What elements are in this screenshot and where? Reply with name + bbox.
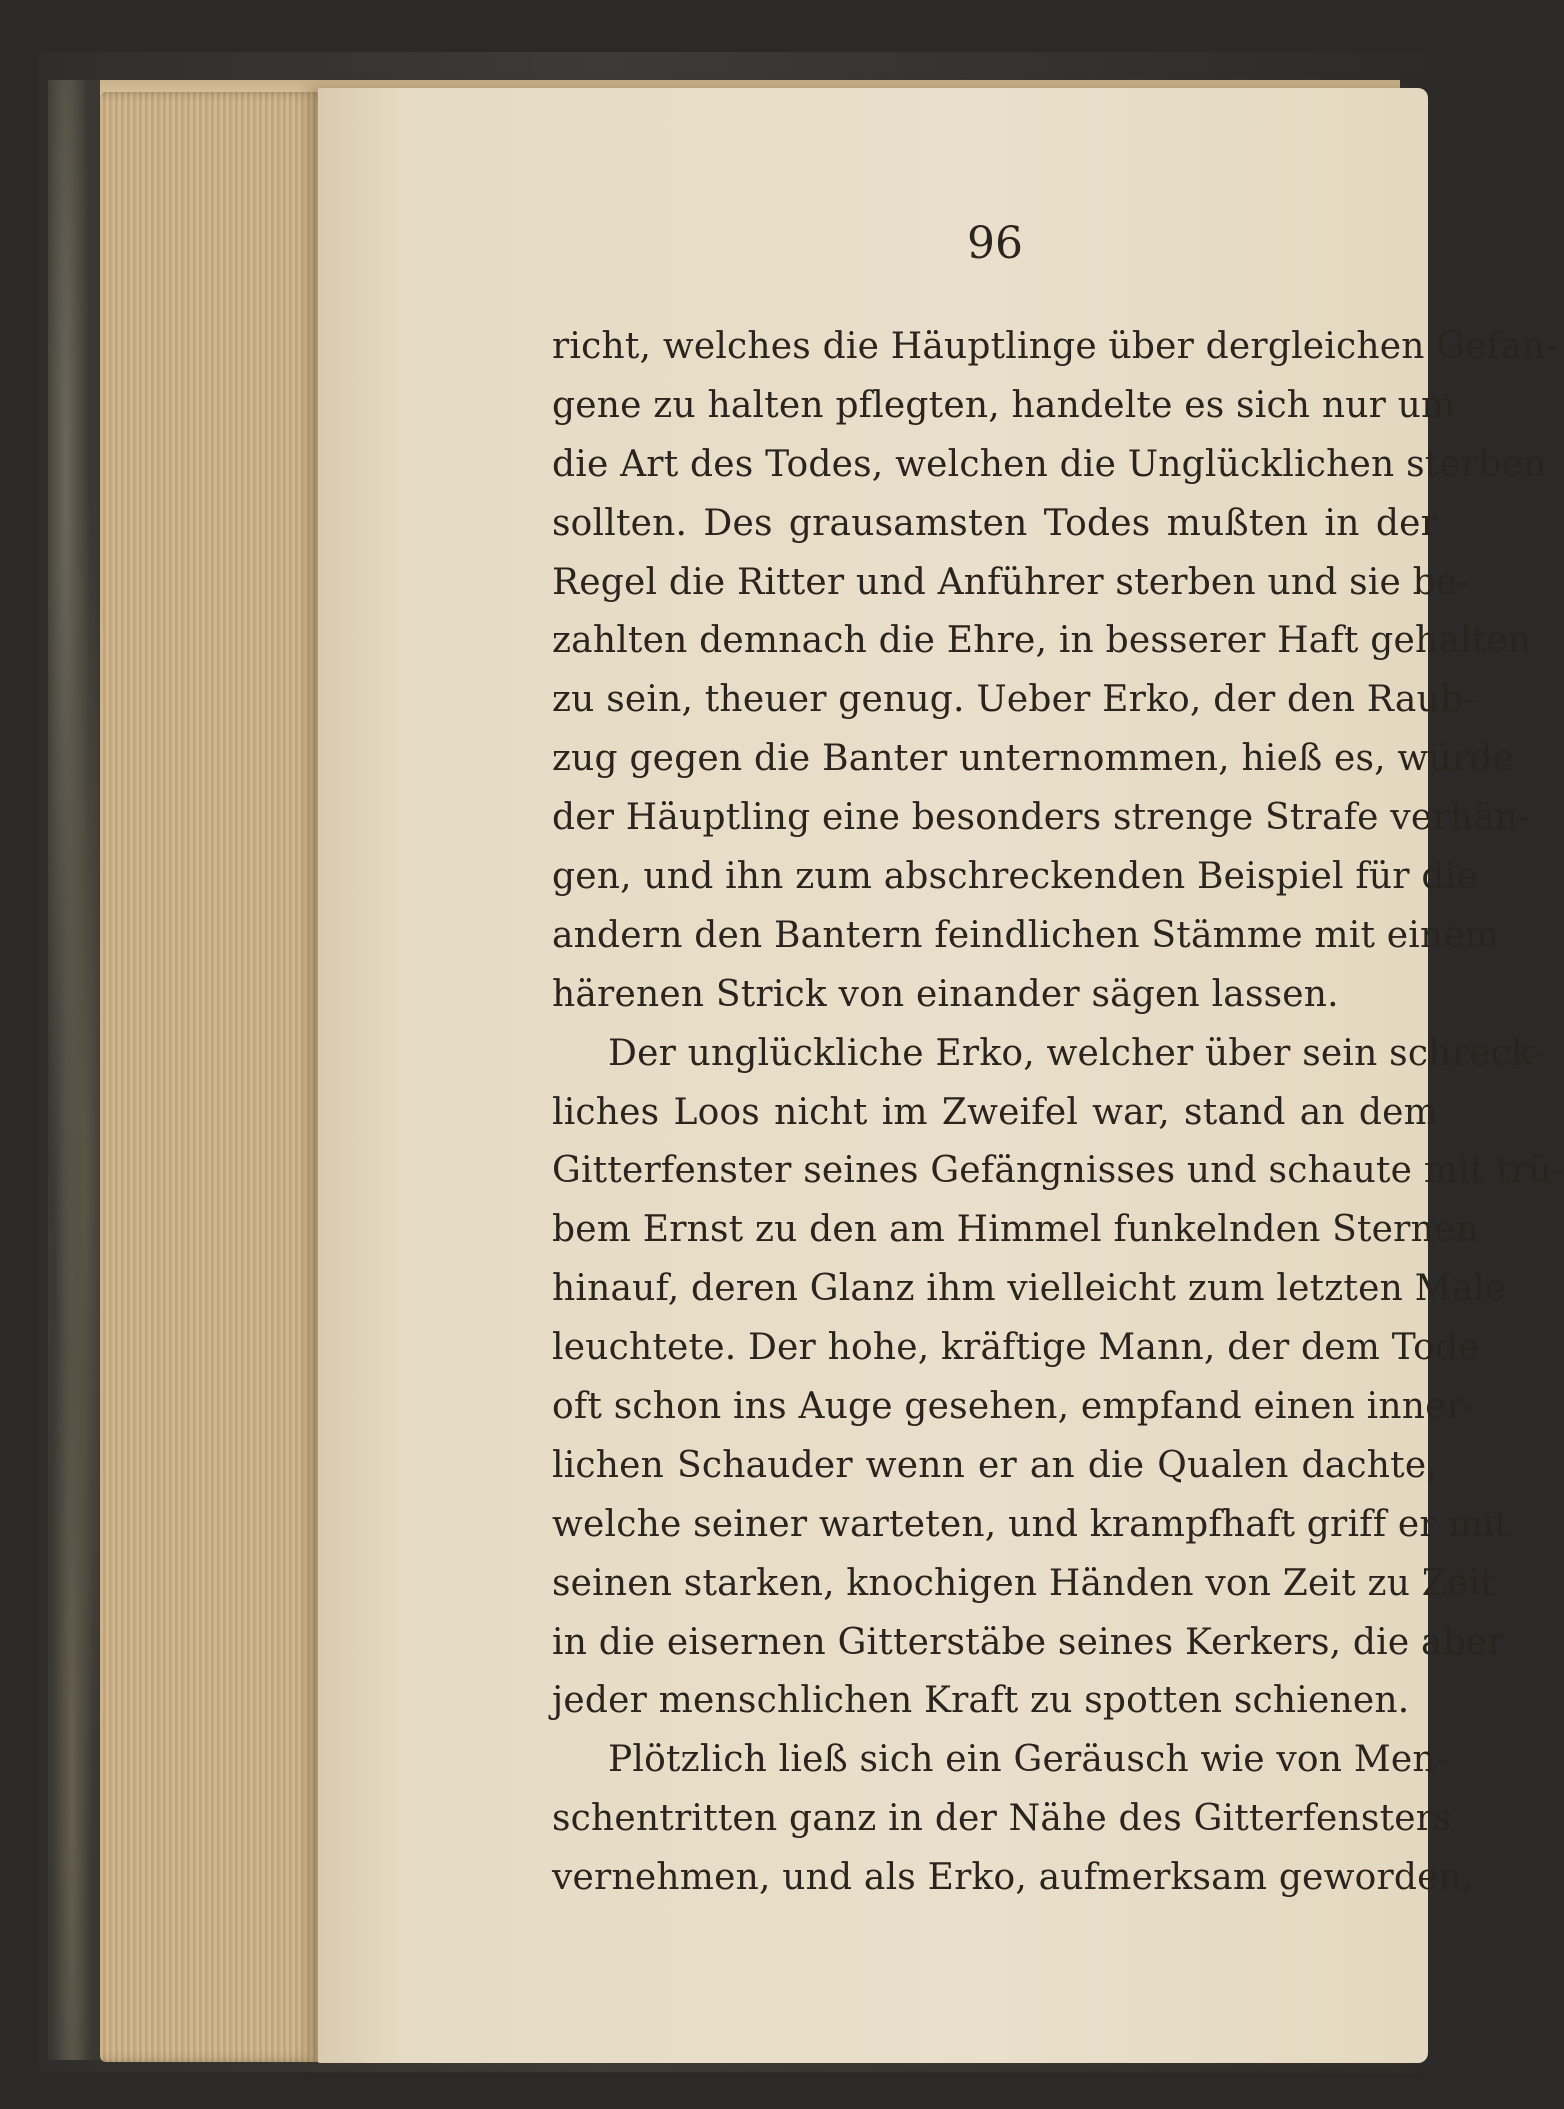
text-line: Plötzlich ließ sich ein Geräusch wie von Men- (608, 1739, 1449, 1781)
text-line: zug gegen die Banter unternommen, hieß es, würde (552, 738, 1514, 780)
text-line: vernehmen, und als Erko, aufmerksam geworden, (552, 1857, 1474, 1899)
text-line: hinauf, deren Glanz ihm vielleicht zum letzten Male (552, 1268, 1507, 1310)
body-text (552, 318, 1564, 1938)
text-line: welche seiner warteten, und krampfhaft griff er mit (552, 1503, 1510, 1545)
text-line: zu sein, theuer genug. Ueber Erko, der den Raub- (552, 679, 1476, 721)
text-line: Der unglückliche Erko, welcher über sein schreck- (608, 1032, 1545, 1074)
text-line: gen, und ihn zum abschreckenden Beispiel für die (552, 856, 1478, 898)
text-line: lichen Schauder wenn er an die Qualen dachte, (552, 1444, 1438, 1486)
page-number: 96 (967, 218, 1023, 269)
text-line: die Art des Todes, welchen die Unglücklichen sterben (552, 443, 1547, 485)
text-line: Regel die Ritter und Anführer sterben und sie be- (552, 561, 1470, 603)
text-line: in die eisernen Gitterstäbe seines Kerkers, die aber (552, 1621, 1505, 1663)
text-line: härenen Strick von einander sägen lassen. (552, 973, 1339, 1015)
text-line: leuchtete. Der hohe, kräftige Mann, der dem Tode (552, 1327, 1480, 1369)
cover-marbled-edge (48, 80, 108, 2060)
text-line: seinen starken, knochigen Händen von Zeit zu Zeit (552, 1562, 1495, 1604)
text-line: richt, welches die Häuptlinge über dergleichen Gefan- (552, 326, 1558, 367)
text-line: zahlten demnach die Ehre, in besserer Haft gehalten (552, 620, 1532, 662)
text-line: der Häuptling eine besonders strenge Strafe verhän- (552, 797, 1531, 839)
text-line: Gitterfenster seines Gefängnisses und schaute mit trü- (552, 1150, 1564, 1192)
text-line: gene zu halten pflegten, handelte es sich nur um (552, 384, 1456, 426)
text-line: oft schon ins Auge gesehen, empfand einen inner- (552, 1386, 1477, 1428)
text-line: andern den Bantern feindlichen Stämme mit einem (552, 914, 1500, 956)
text-line: jeder menschlichen Kraft zu spotten schienen. (552, 1680, 1410, 1722)
text-line: liches Loos nicht im Zweifel war, stand an dem (552, 1091, 1438, 1133)
text-line: sollten. Des grausamsten Todes mußten in der (552, 502, 1438, 544)
text-line: schentritten ganz in der Nähe des Gitterfensters (552, 1798, 1452, 1840)
text-line: bem Ernst zu den am Himmel funkelnden Sternen (552, 1209, 1479, 1251)
